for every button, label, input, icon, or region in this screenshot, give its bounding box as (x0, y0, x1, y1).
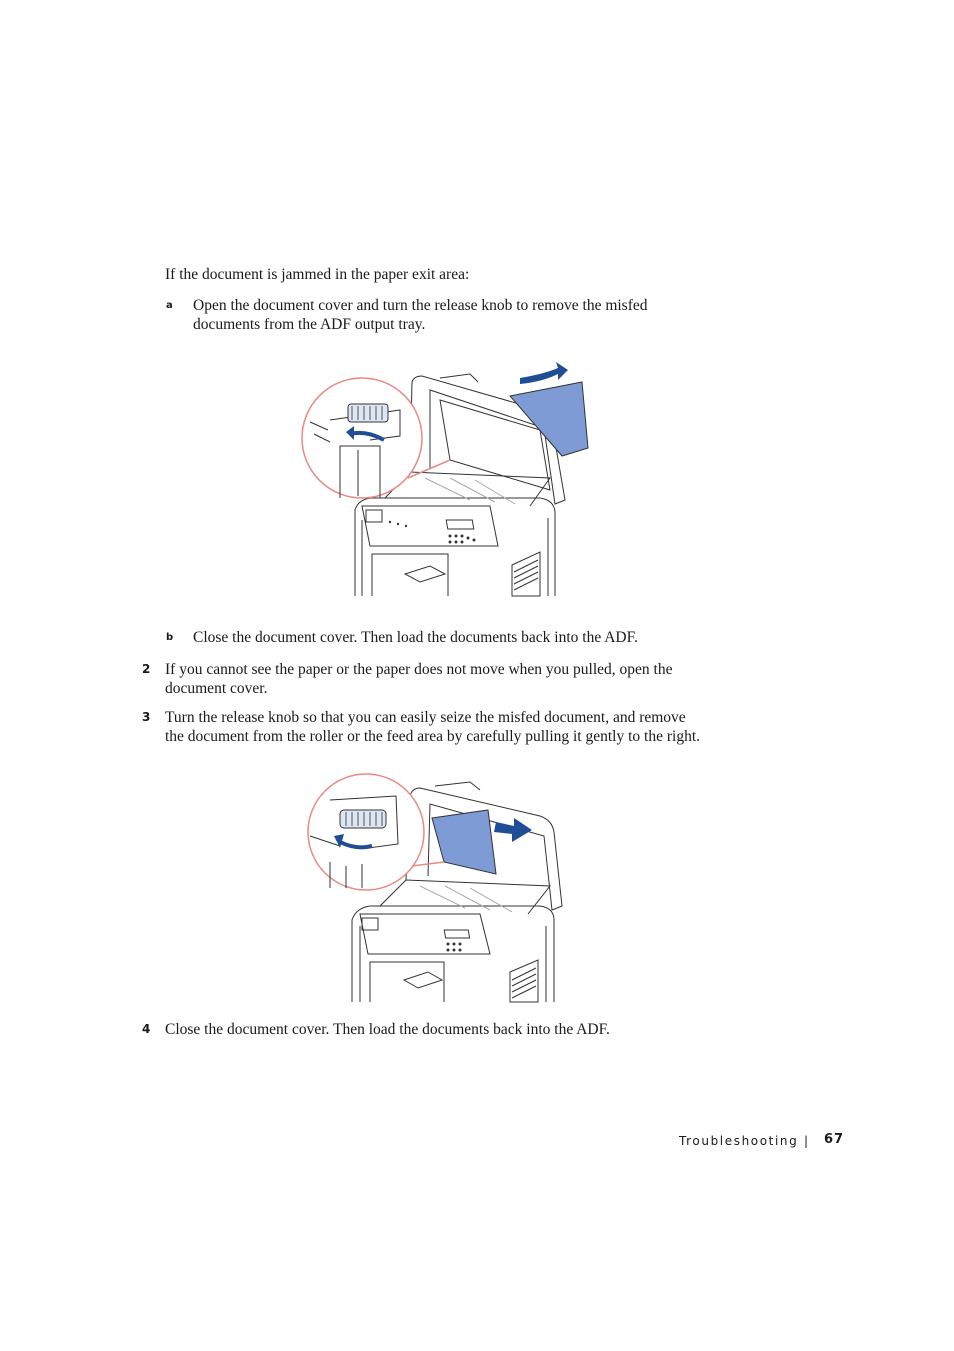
footer-section-title: Troubleshooting (679, 1134, 799, 1148)
step-a-line-1: Open the document cover and turn the release knob to remove the misfed (193, 297, 648, 314)
step-2-marker: 2 (142, 662, 151, 676)
step-b-line-1: Close the document cover. Then load the documents back into the ADF. (193, 629, 638, 646)
step-b-marker: b (166, 632, 174, 643)
step-4-line-1: Close the document cover. Then load the documents back into the ADF. (165, 1021, 610, 1038)
step-3-line-2: the document from the roller or the feed area by carefully pulling it gently to the right. (165, 728, 700, 745)
misfed-paper (432, 810, 496, 874)
release-knob-icon (340, 810, 386, 828)
pull-arrow-icon (494, 818, 532, 842)
figure-open-cover-exit-jam (300, 360, 600, 600)
callout-circle (308, 774, 424, 890)
step-4-text (165, 1020, 745, 1039)
footer-separator: | (804, 1134, 809, 1148)
step-a-marker: a (166, 300, 173, 311)
intro-text: If the document is jammed in the paper exit area: (165, 266, 470, 283)
misfed-paper (510, 382, 588, 456)
step-3-marker: 3 (142, 710, 151, 724)
step-2-text (165, 660, 745, 698)
lcd-display (446, 520, 474, 529)
step-2-line-1: If you cannot see the paper or the paper does not move when you pulled, open the (165, 661, 673, 678)
step-b-text (193, 628, 773, 647)
page-number: 67 (824, 1132, 845, 1147)
figure-pull-document-right (300, 770, 570, 1005)
output-tray (405, 566, 445, 582)
step-3-text (165, 708, 745, 746)
step-4-marker: 4 (142, 1022, 151, 1036)
step-2-line-2: document cover. (165, 680, 268, 697)
step-3-line-1: Turn the release knob so that you can easily seize the misfed document, and remove (165, 709, 686, 726)
callout-circle (302, 378, 422, 498)
step-a-line-2: documents from the ADF output tray. (193, 316, 426, 333)
control-panel (360, 914, 490, 954)
step-a-text (193, 296, 773, 334)
output-tray (404, 972, 442, 988)
lcd-display (444, 930, 469, 938)
printer-body (355, 498, 555, 596)
pull-arrow-icon (520, 362, 568, 384)
